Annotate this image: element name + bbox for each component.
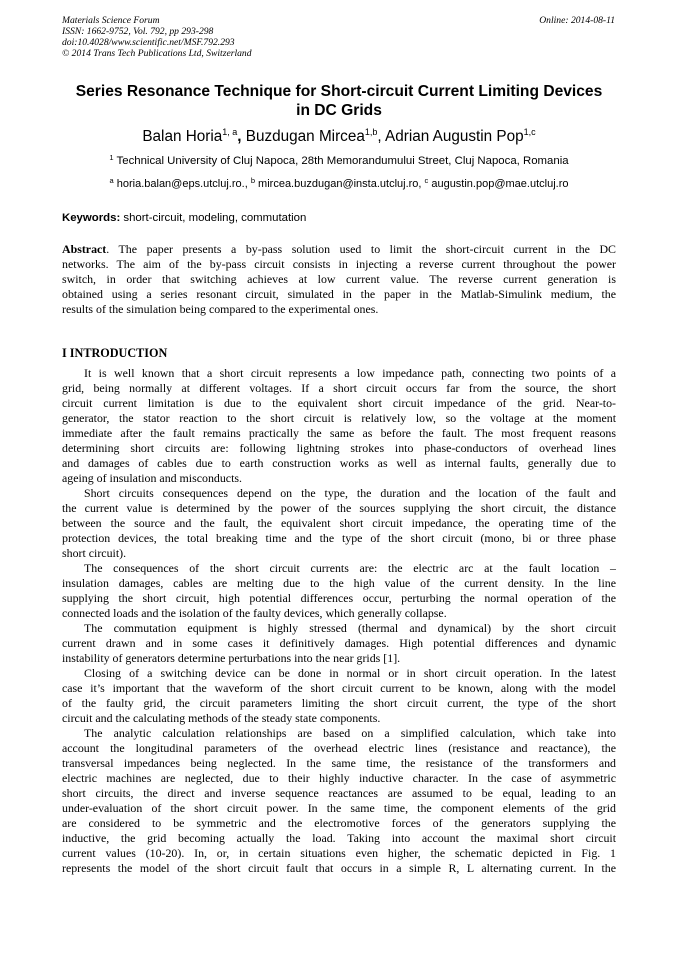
body-line: between the source and the fault, the equivalent short circuit impedance, the operating time of the <box>62 516 616 530</box>
author-affil-mark: 1, a <box>222 127 238 137</box>
body-line: connected loads and the isolation of the faulty devices, which generally collapse. <box>62 606 447 620</box>
author-affil-mark: 1,c <box>523 127 536 137</box>
body-line: current values (10-20). In, or, in certain situations even higher, the schematic depicted in Fig. 1 <box>62 846 616 860</box>
author-emails <box>62 177 616 192</box>
author-list <box>62 127 616 146</box>
introduction-body <box>62 366 616 876</box>
abstract-line: results of the simulation being compared to the experimental ones. <box>62 302 379 316</box>
author-name: Balan Horia <box>142 128 223 145</box>
body-line: protection devices, the total breaking time and the type of the short circuit (mono, bi or three phase <box>62 531 616 545</box>
section-heading: I INTRODUCTION <box>62 346 168 360</box>
journal-issn: ISSN: 1662-9752, Vol. 792, pp 293-298 <box>62 26 214 37</box>
body-line: represents the model of the short circuit fault that occurs in a simple R, L alternating current. In the <box>62 861 616 875</box>
body-line: determining short circuits are: following lightning strokes into phase-conductors of overhead lines <box>62 441 616 455</box>
body-line: generator, the stator reaction to the short circuit is relatively low, so the voltage at the moment <box>62 411 616 425</box>
author-separator: , <box>377 128 382 145</box>
body-line: under-evaluation of the short circuit power. In the same time, the component elements of the grid <box>62 801 616 815</box>
journal-doi: doi:10.4028/www.scientific.net/MSF.792.293 <box>62 37 235 48</box>
abstract <box>62 242 616 317</box>
body-line: electric machines are neglected, due to their highly inductive character. In the case of asymmetric <box>62 771 616 785</box>
author-name: Adrian Augustin Pop <box>381 128 524 145</box>
journal-header <box>62 15 442 59</box>
abstract-line: Abstract. The paper presents a by-pass solution used to limit the short-circuit current in the DC <box>62 242 616 256</box>
body-line: and damages of cables due to earth construction works as well as internal faults, generally due to <box>62 456 616 470</box>
body-line: transversal impedances being neglected. In the same time, the resistance of the transformers and <box>62 756 616 770</box>
journal-name: Materials Science Forum <box>62 15 160 26</box>
body-line: supplying the short circuit, high potential differences occur, perturbing the normal operation of the <box>62 591 616 605</box>
abstract-line: obtained using a series resonant circuit, simulated in the paper in the Matlab-Simulink medium, the <box>62 287 616 301</box>
body-line: case it’s important that the waveform of the short circuit current to be known, along with the model <box>62 681 616 695</box>
abstract-line: switch, in order that switching achieves at low current value. The reverse current generation is <box>62 272 616 286</box>
affiliation-mark: 1 <box>109 153 114 162</box>
journal-copyright: © 2014 Trans Tech Publications Ltd, Switzerland <box>62 48 252 59</box>
keywords-text: short-circuit, modeling, commutation <box>120 212 307 224</box>
body-line: Short circuits consequences depend on the type, the duration and the location of the fault and <box>84 486 616 500</box>
body-line: the current value is determined by the power of the sources supplying the short circuit, the distance <box>62 501 616 515</box>
abstract-label: Abstract <box>62 242 107 256</box>
body-line: circuit current limitation is due to the equivalent short circuit impedance of the grid. Near-to- <box>62 396 616 410</box>
affiliation <box>62 154 616 169</box>
body-line: ageing of insulation and misconducts. <box>62 471 242 485</box>
body-line: inductive, the grid becoming actually the load. Taking into account the maximal short circuit <box>62 831 616 845</box>
keywords <box>62 211 616 226</box>
title-line-2: in DC Grids <box>296 102 382 119</box>
body-line: Closing of a switching device can be done in normal or in short circuit operation. In the latest <box>84 666 616 680</box>
body-line: It is well known that a short circuit represents a low impedance path, connecting two points of a <box>84 366 616 380</box>
body-line: immediate after the fault remains practically the same as before the fault. The most frequent reasons <box>62 426 616 440</box>
body-line: of the faulty grid, the circuit parameters limiting the short circuit current, the type of the short <box>62 696 616 710</box>
body-line: current drawn and in some cases it definitively damages. High potential differences and dynamic <box>62 636 616 650</box>
title-line-1: Series Resonance Technique for Short-circuit Current Limiting Devices <box>75 83 603 100</box>
body-line: short circuit). <box>62 546 127 560</box>
body-line: account the longitudinal parameters of the overhead electric lines (resistance and reactance), the <box>62 741 616 755</box>
email-mark: c <box>424 176 429 185</box>
email-address: horia.balan@eps.utcluj.ro., <box>113 178 251 190</box>
body-line: short circuits, the direct and inverse sequence reactances are assumed to be equal, leading to an <box>62 786 616 800</box>
body-line: The analytic calculation relationships are based on a simplified calculation, which take into <box>84 726 616 740</box>
email-address: augustin.pop@mae.utcluj.ro <box>428 178 569 190</box>
online-date: Online: 2014-08-11 <box>539 15 615 26</box>
body-line: are considered to be symmetric and the electromotive forces of the generators supplying the <box>62 816 616 830</box>
email-mark: b <box>250 176 255 185</box>
abstract-line: networks. The aim of the by-pass circuit consists in injecting a reverse current throughout the power <box>62 257 616 271</box>
body-line: instability of generators determine perturbations into the near grids [1]. <box>62 651 401 665</box>
body-line: grid, being normally at different voltages. If a short circuit occurs far from the source, the short <box>62 381 616 395</box>
author-name: Buzdugan Mircea <box>241 128 365 145</box>
paper-title <box>62 82 616 120</box>
email-mark: a <box>109 176 114 185</box>
body-line: The commutation equipment is highly stressed (thermal and dynamical) by the short circuit <box>84 621 616 635</box>
email-address: mircea.buzdugan@insta.utcluj.ro, <box>255 178 425 190</box>
body-line: insulation damages, cables are melting due to the high value of the current density. In the line <box>62 576 616 590</box>
author-affil-mark: 1,b <box>364 127 378 137</box>
keywords-label: Keywords: <box>62 212 121 224</box>
author-separator: , <box>237 128 242 145</box>
affiliation-text: Technical University of Cluj Napoca, 28th Memorandumului Street, Cluj Napoca, Romania <box>113 155 569 167</box>
body-line: The consequences of the short circuit currents are: the electric arc at the fault location – <box>84 561 616 575</box>
body-line: circuit and the calculating methods of the steady state components. <box>62 711 381 725</box>
